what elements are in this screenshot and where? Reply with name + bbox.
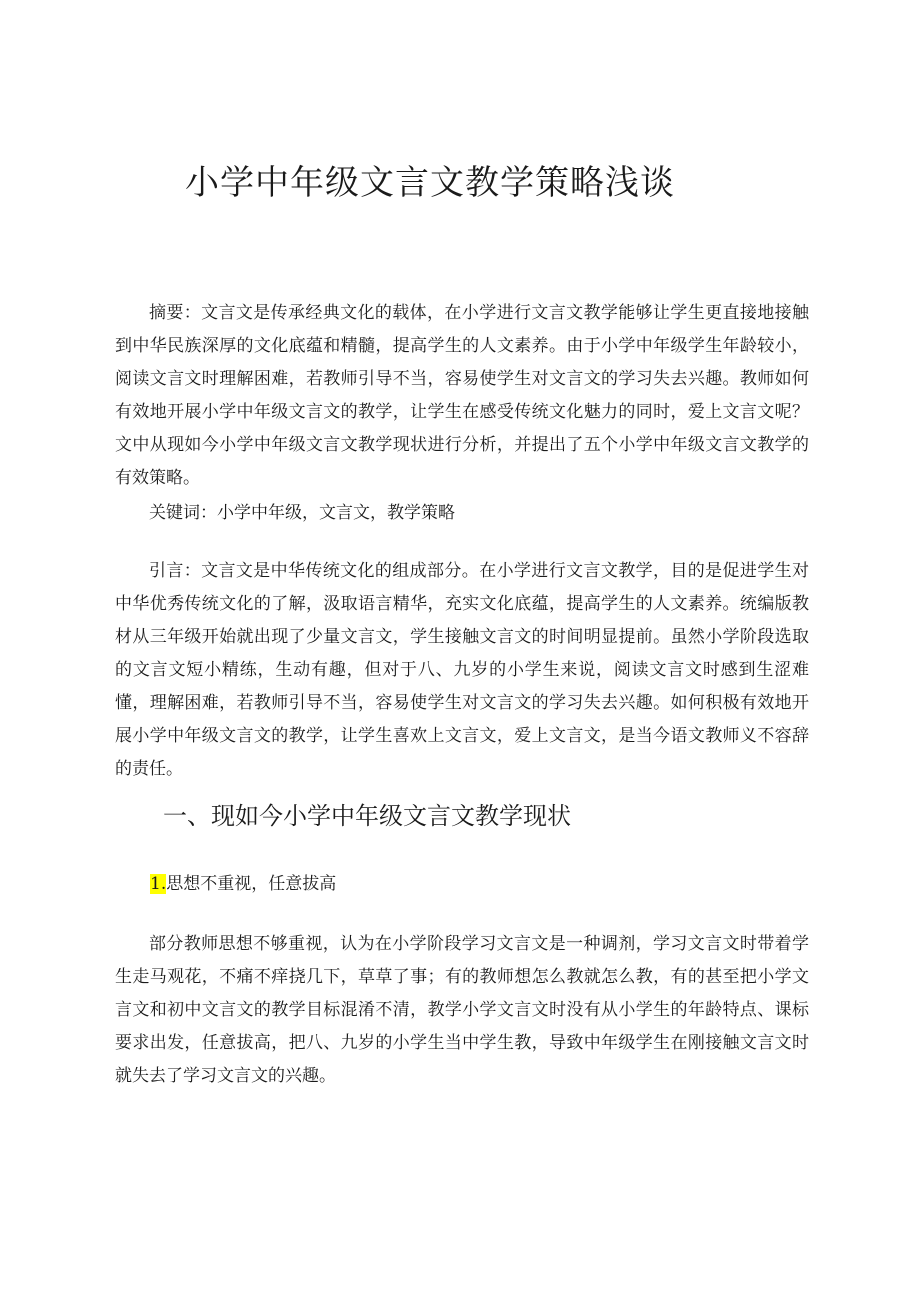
introduction-paragraph: 引言：文言文是中华传统文化的组成部分。在小学进行文言文教学，目的是促进学生对中华优秀传统文化的了解，汲取语言精华，充实文化底蕴，提高学生的人文素养。统编版教材从三年级开始就出现了少量文言文，学生接触文言文的时间明显提前。虽然小学阶段选取的文言文短小精练，生动有趣，但对于八、九岁的小学生来说，阅读文言文时感到生涩难懂，理解困难，若教师引导不当，容易使学生对文言文的学习失去兴趣。如何积极有效地开展小学中年级文言文的教学，让学生喜欢上文言文，爱上文言文，是当今语文教师义不容辞的责任。: [115, 561, 809, 779]
keywords-paragraph: 关键词：小学中年级，文言文，教学策略: [149, 503, 455, 523]
document-title: 小学中年级文言文教学策略浅谈: [185, 163, 675, 203]
abstract-paragraph: 摘要：文言文是传承经典文化的载体，在小学进行文言文教学能够让学生更直接地接触到中华民族深厚的文化底蕴和精髓，提高学生的人文素养。由于小学中年级学生年龄较小，阅读文言文时理解困难，若教师引导不当，容易使学生对文言文的学习失去兴趣。教师如何有效地开展小学中年级文言文的教学，让学生在感受传统文化魅力的同时，爱上文言文呢？文中从现如今小学中年级文言文教学现状进行分析，并提出了五个小学中年级文言文教学的有效策略。: [115, 303, 809, 488]
section-body-paragraph: 部分教师思想不够重视，认为在小学阶段学习文言文是一种调剂，学习文言文时带着学生走马观花，不痛不痒挠几下，草草了事；有的教师想怎么教就怎么教，有的甚至把小学文言文和初中文言文的教学目标混淆不清，教学小学文言文时没有从小学生的年龄特点、课标要求出发，任意拔高，把八、九岁的小学生当中学生教，导致中年级学生在刚接触文言文时就失去了学习文言文的兴趣。: [115, 934, 809, 1086]
subsection-title: 思想不重视，任意拔高: [166, 874, 337, 894]
subsection-heading: [150, 870, 336, 898]
section-heading: 一、现如今小学中年级文言文教学现状: [163, 802, 571, 830]
subsection-number: 1.: [150, 874, 167, 894]
